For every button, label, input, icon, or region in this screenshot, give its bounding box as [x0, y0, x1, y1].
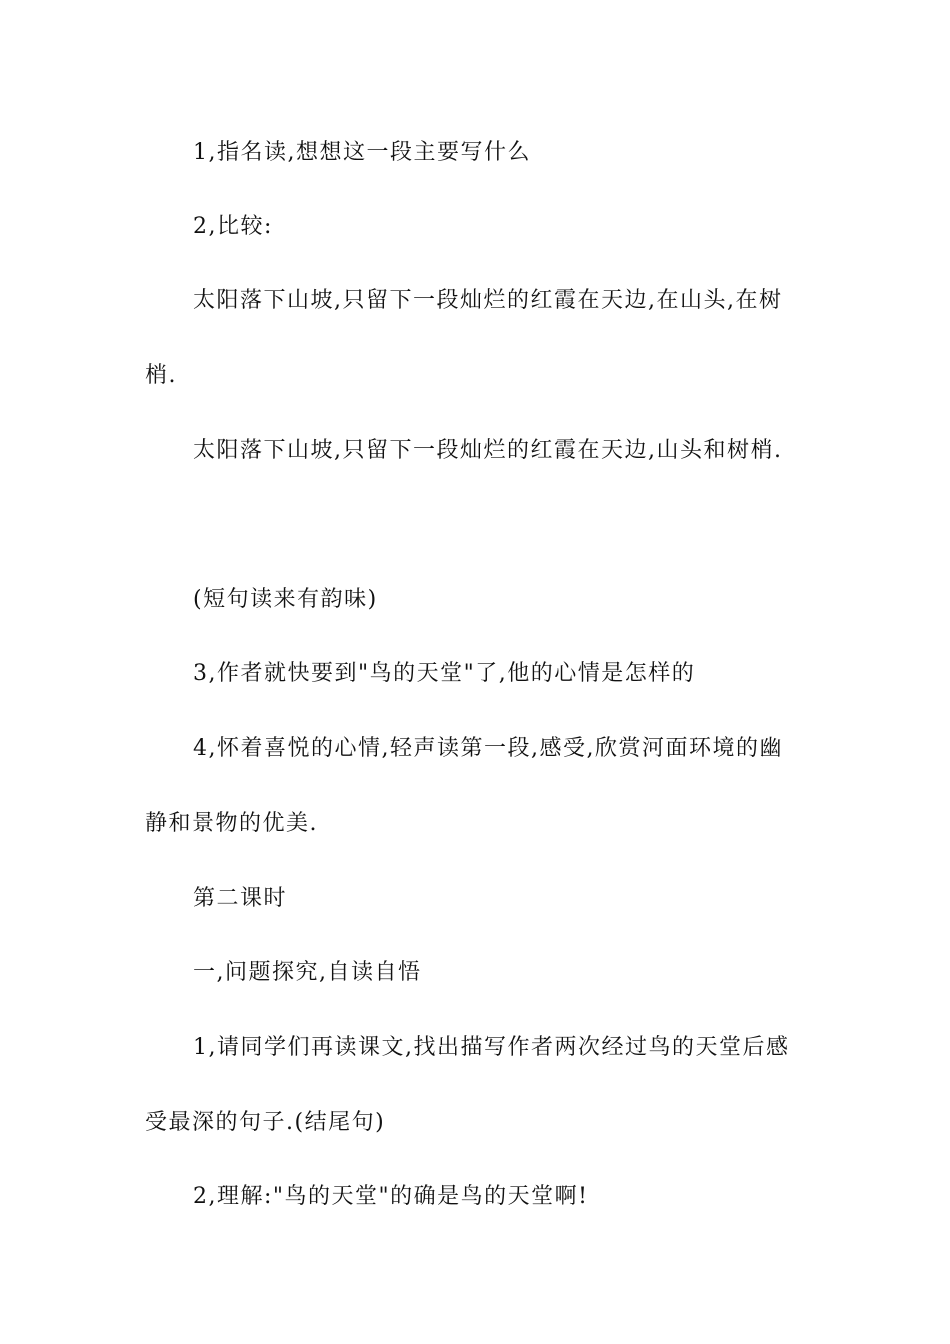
text-line: 1,请同学们再读课文,找出描写作者两次经过鸟的天堂后感	[193, 1035, 790, 1060]
text-line: 受最深的句子.(结尾句)	[145, 1110, 386, 1135]
text-line: (短句读来有韵味)	[193, 587, 378, 612]
text-line: 3,作者就快要到"鸟的天堂"了,他的心情是怎样的	[193, 661, 696, 686]
text-line: 静和景物的优美.	[145, 811, 318, 836]
text-line: 梢.	[145, 363, 177, 388]
text-line: 太阳落下山坡,只留下一段灿烂的红霞在天边,在山头,在树	[193, 288, 783, 313]
text-line: 1,指名读,想想这一段主要写什么	[193, 140, 531, 165]
text-line: 4,怀着喜悦的心情,轻声读第一段,感受,欣赏河面环境的幽	[193, 736, 783, 761]
text-line: 2,理解:"鸟的天堂"的确是鸟的天堂啊!	[193, 1184, 589, 1209]
section-heading: 第二课时	[193, 886, 288, 911]
text-line: 太阳落下山坡,只留下一段灿烂的红霞在天边,山头和树梢.	[193, 438, 783, 463]
text-line: 2,比较:	[193, 214, 273, 239]
subheading: 一,问题探究,自读自悟	[193, 960, 422, 985]
